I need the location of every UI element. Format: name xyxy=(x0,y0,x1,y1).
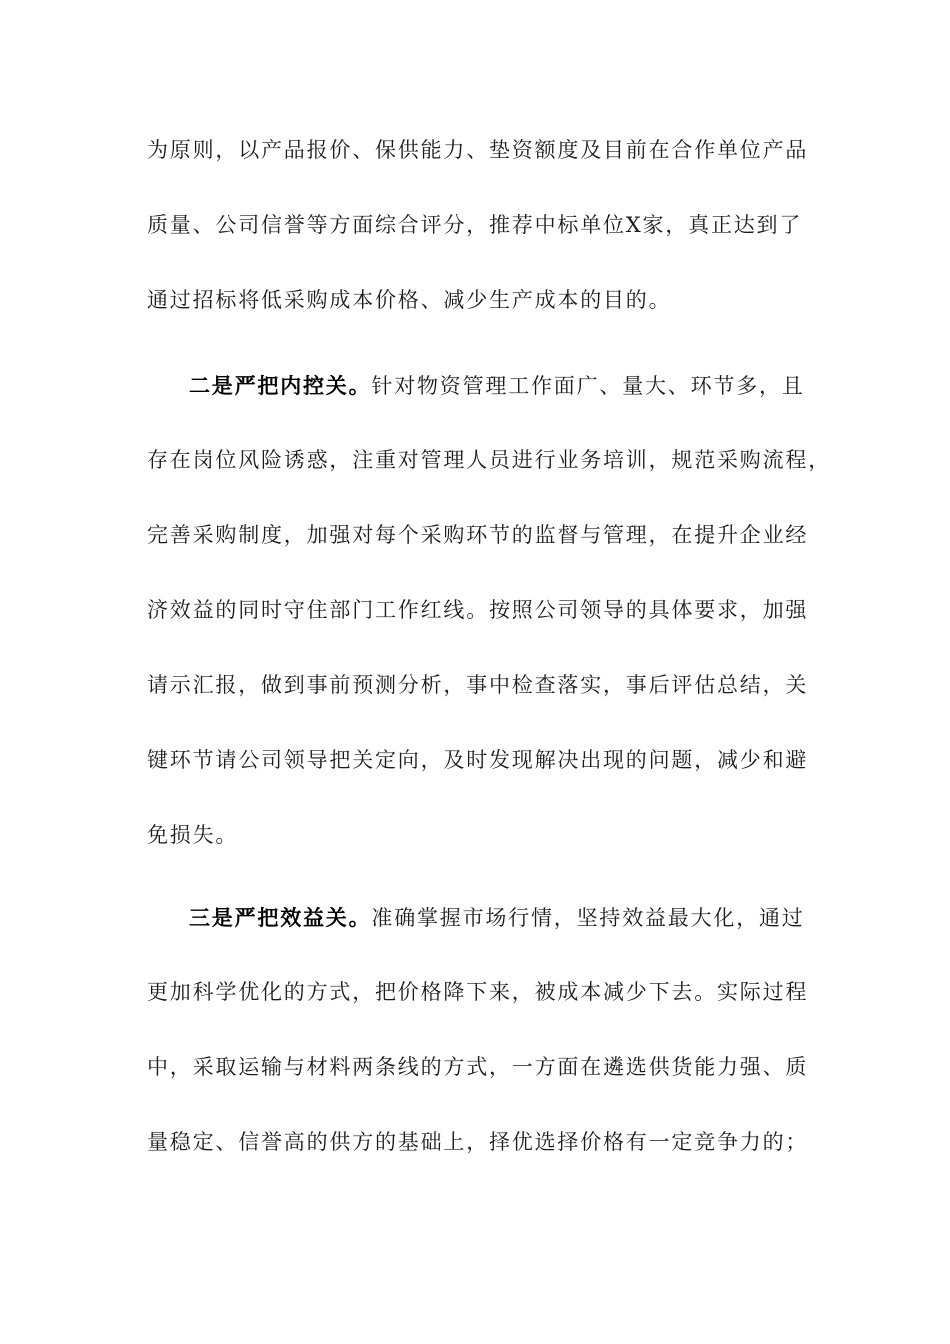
text-line: 量稳定、信誉高的供方的基础上，择优选择价格有一定竞争力的； xyxy=(147,1130,809,1154)
text-line: 存在岗位风险诱惑，注重对管理人员进行业务培训，规范采购流程， xyxy=(147,448,831,472)
text-line: 中，采取运输与材料两条线的方式，一方面在遴选供货能力强、质 xyxy=(147,1055,809,1079)
paragraph-efficiency xyxy=(147,880,807,1180)
text-line: 济效益的同时守住部门工作红线。按照公司领导的具体要求，加强 xyxy=(147,598,809,622)
text-line: 完善采购制度，加强对每个采购环节的监督与管理，在提升企业经 xyxy=(147,523,809,547)
text-line xyxy=(147,880,807,955)
text-line: 质量、公司信誉等方面综合评分，推荐中标单位X家，真正达到了 xyxy=(147,213,803,237)
paragraph-heading-rest: 针对物资管理工作面广、量大、环节多，且 xyxy=(371,374,805,398)
text-line xyxy=(147,348,807,423)
text-line: 键环节请公司领导把关定向，及时发现解决出现的问题，减少和避 xyxy=(147,748,809,772)
text-line: 更加科学优化的方式，把价格降下来，被成本减少下去。实际过程 xyxy=(147,980,809,1004)
paragraph-internal-control xyxy=(147,348,831,873)
paragraph-heading-rest: 准确掌握市场行情，坚持效益最大化，通过 xyxy=(371,906,805,930)
paragraph-heading: 三是严把效益关。 xyxy=(189,905,372,930)
text-line: 通过招标将低采购成本价格、减少生产成本的目的。 xyxy=(147,288,672,312)
text-line: 免损失。 xyxy=(147,823,239,847)
text-line: 为原则，以产品报价、保供能力、垫资额度及目前在合作单位产品 xyxy=(147,138,809,162)
paragraph-continuation xyxy=(147,113,807,338)
paragraph-heading: 二是严把内控关。 xyxy=(189,373,372,398)
text-line: 请示汇报，做到事前预测分析，事中检查落实，事后评估总结，关 xyxy=(147,673,809,697)
